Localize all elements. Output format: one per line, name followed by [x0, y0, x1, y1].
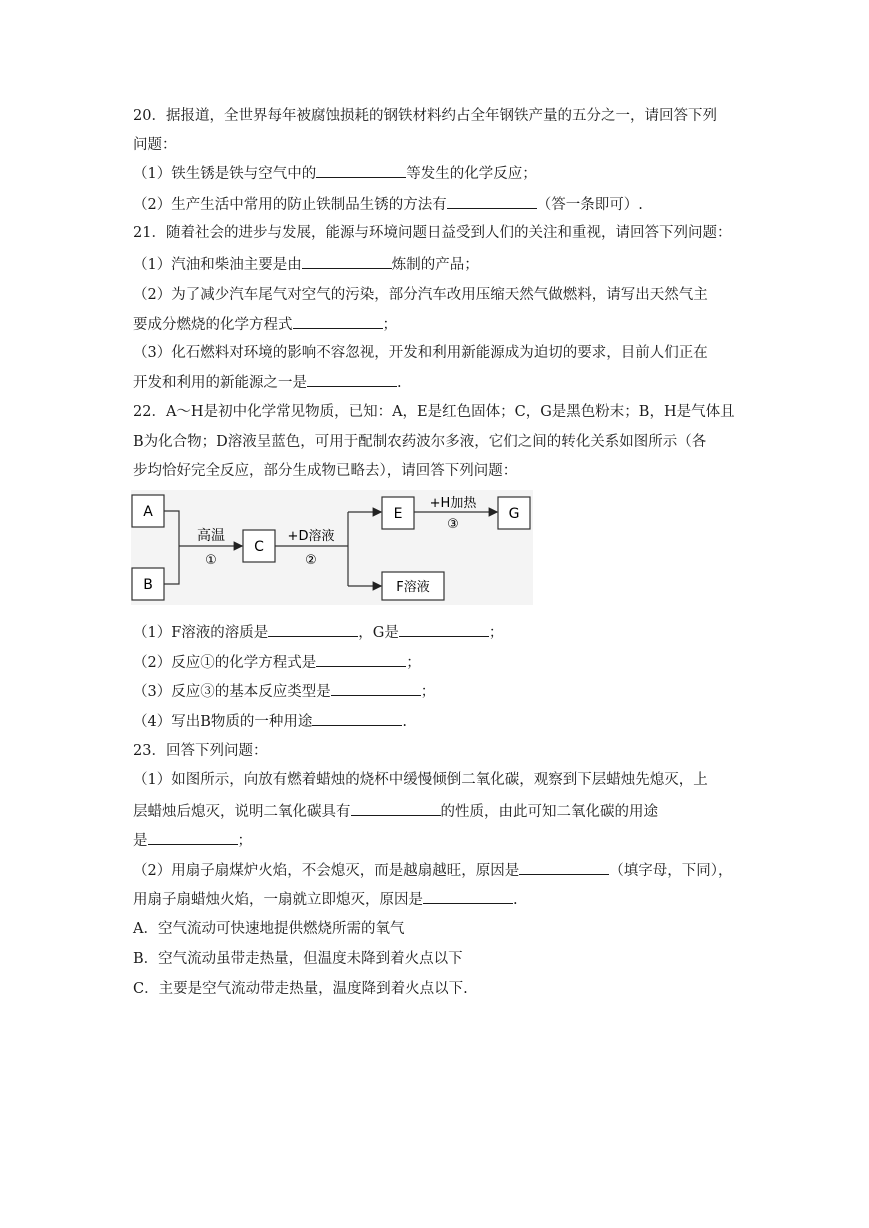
- q23-part2-line2: 用扇子扇蜡烛火焰，一扇就立即熄灭，原因是 .: [133, 889, 518, 910]
- q21-part3-line1: （3）化石燃料对环境的影响不容忽视，开发和利用新能源成为迫切的要求，目前人们正在: [133, 345, 708, 361]
- q22-blank-5[interactable]: [312, 711, 402, 726]
- q21-blank-3[interactable]: [307, 372, 397, 387]
- box-g-label: G: [508, 506, 520, 522]
- q22-blank-1[interactable]: [268, 622, 358, 637]
- q21-stem: 21．随着社会的进步与发展，能源与环境问题日益受到人们的关注和重视，请回答下列问题：: [133, 225, 732, 241]
- q22-part2: （2）反应①的化学方程式是 ；: [133, 652, 421, 673]
- q20-stem-line1: 20．据报道，全世界每年被腐蚀损耗的钢铁材料约占全年钢铁产量的五分之一，请回答下列: [133, 108, 717, 124]
- reaction-flow-diagram: [131, 490, 533, 605]
- q23-blank-4[interactable]: [423, 889, 513, 904]
- q21-part2-line2: 要成分燃烧的化学方程式 ；: [133, 314, 397, 335]
- box-f-label: F溶液: [396, 580, 430, 595]
- cond-high-temp: 高温: [197, 528, 225, 544]
- box-a-label: A: [143, 504, 153, 520]
- q23-blank-2[interactable]: [148, 830, 238, 845]
- q22-part4: （4）写出B物质的一种用途 .: [133, 711, 407, 732]
- q23-stem: 23．回答下列问题：: [133, 743, 268, 759]
- q22-blank-2[interactable]: [399, 622, 489, 637]
- q20-part1: （1）铁生锈是铁与空气中的 等发生的化学反应；: [133, 163, 537, 184]
- label-reaction-1: ①: [205, 553, 217, 568]
- q23-option-c: C．主要是空气流动带走热量，温度降到着火点以下.: [133, 981, 468, 997]
- q22-stem-line2: B为化合物；D溶液呈蓝色，可用于配制农药波尔多液，它们之间的转化关系如图所示（各: [133, 434, 707, 450]
- q21-blank-1[interactable]: [302, 254, 392, 269]
- q20-blank-2[interactable]: [447, 194, 537, 209]
- q22-part3: （3）反应③的基本反应类型是 ；: [133, 681, 435, 702]
- q23-option-b: B．空气流动虽带走热量，但温度未降到着火点以下: [133, 951, 463, 967]
- q22-stem-line3: 步均恰好完全反应，部分生成物已略去），请回答下列问题：: [133, 463, 518, 479]
- q20-stem-line2: 问题：: [133, 137, 177, 153]
- q20-blank-1[interactable]: [316, 163, 406, 178]
- q23-part1-line3: 是 ；: [133, 830, 252, 851]
- q22-stem-line1: 22．A～H是初中化学常见物质，已知：A，E是红色固体；C，G是黑色粉末；B，H是气体且: [133, 404, 735, 420]
- q21-part3-line2: 开发和利用的新能源之一是 .: [133, 372, 402, 393]
- q21-blank-2[interactable]: [293, 314, 383, 329]
- q21-part2-line1: （2）为了减少汽车尾气对空气的污染，部分汽车改用压缩天然气做燃料，请写出天然气主: [133, 287, 708, 303]
- q23-blank-1[interactable]: [351, 801, 441, 816]
- q22-blank-3[interactable]: [316, 652, 406, 667]
- cond-add-d-solution: +D溶液: [287, 529, 335, 544]
- box-c-label: C: [254, 539, 264, 555]
- cond-add-h-heat: +H加热: [429, 496, 477, 511]
- box-e-label: E: [393, 506, 403, 522]
- q22-part1: （1）F溶液的溶质是 ，G是 ；: [133, 622, 503, 643]
- box-b-label: B: [143, 577, 153, 593]
- label-reaction-3: ③: [447, 517, 459, 532]
- q23-part2-line1: （2）用扇子扇煤炉火焰，不会熄灭，而是越扇越旺，原因是 （填字母，下同），: [133, 860, 732, 881]
- q21-part1: （1）汽油和柴油主要是由 炼制的产品；: [133, 254, 479, 275]
- q23-option-a: A．空气流动可快速地提供燃烧所需的氧气: [133, 921, 405, 937]
- q23-blank-3[interactable]: [519, 860, 609, 875]
- label-reaction-2: ②: [305, 553, 317, 568]
- q23-part1-line1: （1）如图所示，向放有燃着蜡烛的烧杯中缓慢倾倒二氧化碳，观察到下层蜡烛先熄灭，上: [133, 772, 708, 788]
- q20-part2: （2）生产生活中常用的防止铁制品生锈的方法有 （答一条即可）.: [133, 194, 643, 215]
- q22-blank-4[interactable]: [331, 681, 421, 696]
- q23-part1-line2: 层蜡烛后熄灭，说明二氧化碳具有 的性质，由此可知二氧化碳的用途: [133, 801, 658, 822]
